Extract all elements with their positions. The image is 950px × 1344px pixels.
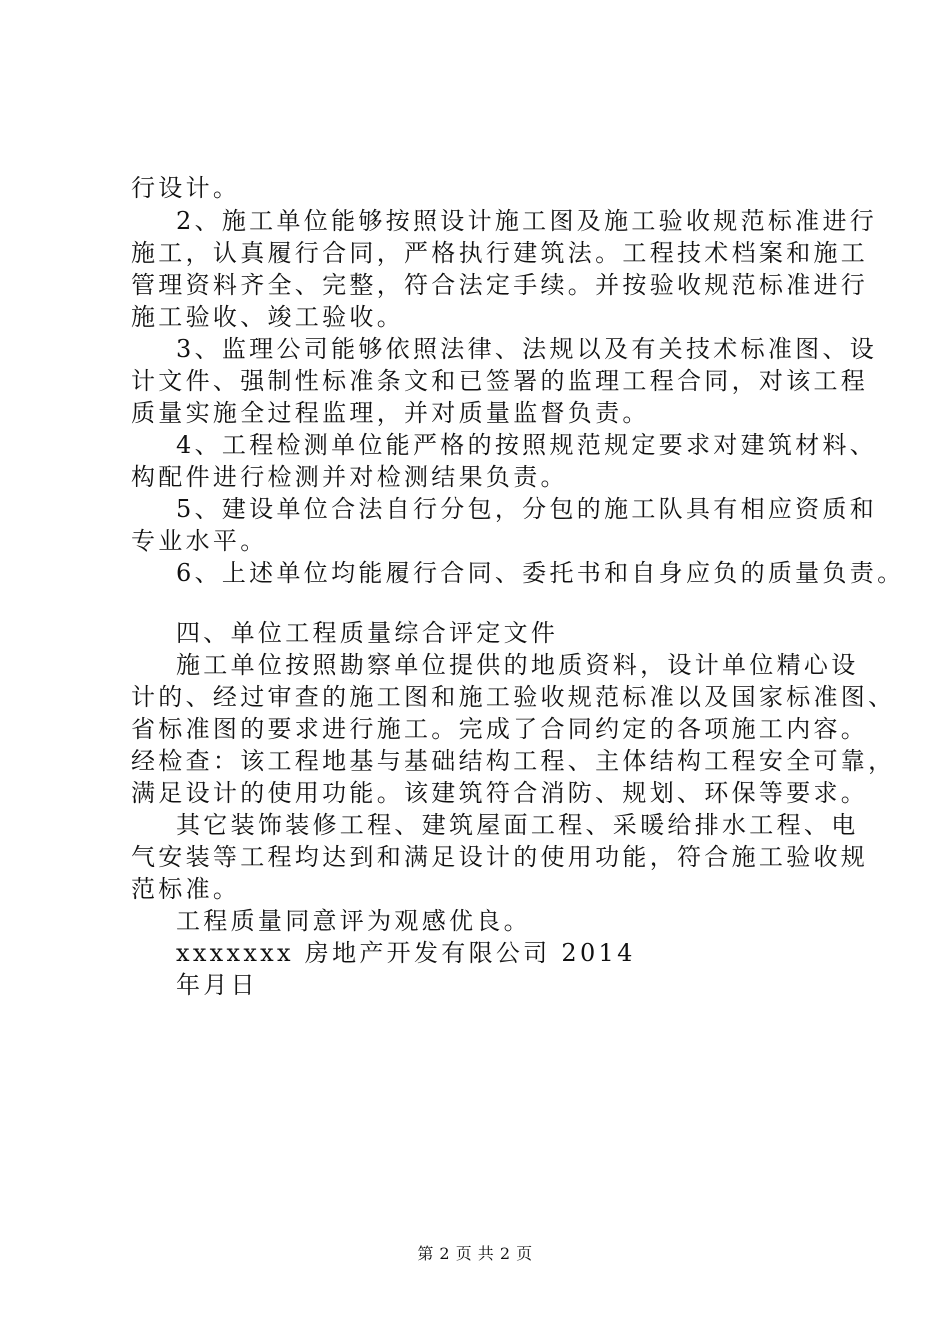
text-line: 6、上述单位均能履行合同、委托书和自身应负的质量负责。: [176, 559, 905, 587]
text-line: 施工单位按照勘察单位提供的地质资料，设计单位精心设: [176, 651, 859, 679]
text-line: 其它装饰装修工程、建筑屋面工程、采暖给排水工程、电: [176, 811, 859, 839]
text-line: 施工，认真履行合同，严格执行建筑法。工程技术档案和施工: [131, 239, 869, 267]
text-line: 工程质量同意评为观感优良。: [176, 907, 531, 935]
text-line: 2、施工单位能够按照设计施工图及施工验收规范标准进行: [176, 207, 878, 235]
text-line: 4、工程检测单位能严格的按照规范规定要求对建筑材料、: [176, 431, 878, 459]
text-line: 构配件进行检测并对检测结果负责。: [131, 463, 568, 491]
text-line: 经检查：该工程地基与基础结构工程、主体结构工程安全可靠，: [131, 747, 896, 775]
text-line: 施工验收、竣工验收。: [131, 303, 404, 331]
text-line: 省标准图的要求进行施工。完成了合同约定的各项施工内容。: [131, 715, 869, 743]
text-line: 气安装等工程均达到和满足设计的使用功能，符合施工验收规: [131, 843, 869, 871]
text-line: 范标准。: [131, 875, 241, 903]
text-line: 满足设计的使用功能。该建筑符合消防、规划、环保等要求。: [131, 779, 869, 807]
text-line: 计文件、强制性标准条文和已签署的监理工程合同，对该工程: [131, 367, 869, 395]
text-line: 5、建设单位合法自行分包，分包的施工队具有相应资质和: [176, 495, 878, 523]
text-line: 质量实施全过程监理，并对质量监督负责。: [131, 399, 650, 427]
signature-company: xxxxxxx 房地产开发有限公司 2014: [176, 939, 636, 967]
page-footer: 第 2 页 共 2 页: [417, 1244, 533, 1263]
signature-date: 年月日: [176, 971, 258, 999]
text-line: 专业水平。: [131, 527, 268, 555]
text-line: 3、监理公司能够依照法律、法规以及有关技术标准图、设: [176, 335, 878, 363]
text-line: 行设计。: [131, 174, 241, 202]
text-line: 计的、经过审查的施工图和施工验收规范标准以及国家标准图、: [131, 683, 896, 711]
section-heading: 四、单位工程质量综合评定文件: [176, 619, 559, 647]
text-line: 管理资料齐全、完整，符合法定手续。并按验收规范标准进行: [131, 271, 869, 299]
